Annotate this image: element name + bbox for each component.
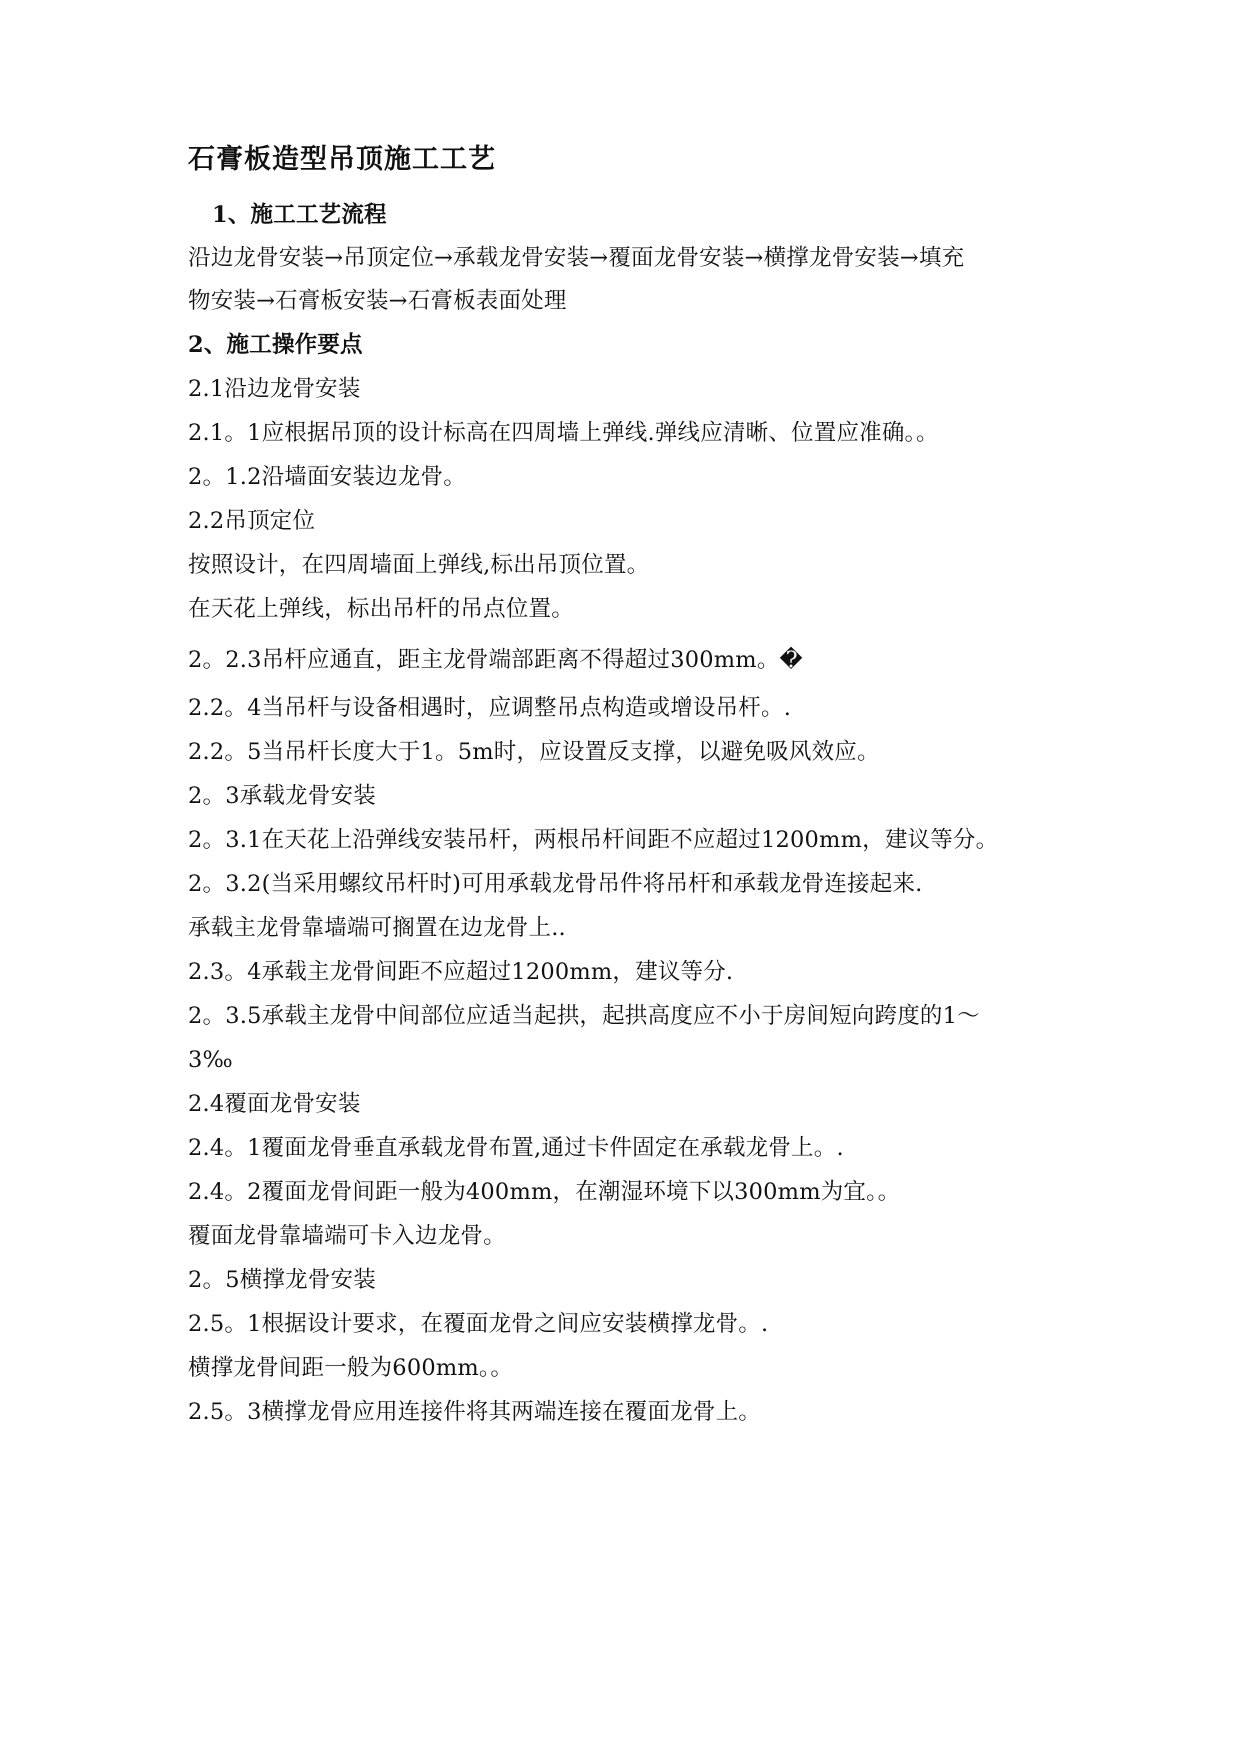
paragraph-line: 2.2。5当吊杆长度大于1。5m时，应设置反支撑，以避免吸风效应。 [188, 739, 880, 765]
paragraph-line: 沿边龙骨安装→吊顶定位→承载龙骨安装→覆面龙骨安装→横撑龙骨安装→填充 [188, 245, 965, 271]
paragraph-line: 2。2.3吊杆应通直，距主龙骨端部距离不得超过300mm。� [188, 647, 803, 673]
paragraph-line: 2。3.5承载主龙骨中间部位应适当起拱，起拱高度应不小于房间短向跨度的1～ [188, 1003, 980, 1029]
subsection-heading: 2.1沿边龙骨安装 [188, 376, 361, 402]
paragraph-line: 2.3。4承载主龙骨间距不应超过1200mm，建议等分. [188, 959, 734, 985]
paragraph-line: 2.1。1应根据吊顶的设计标高在四周墙上弹线.弹线应清晰、位置应准确。。 [188, 420, 939, 446]
paragraph-line: 物安装→石膏板安装→石膏板表面处理 [188, 288, 567, 314]
subsection-heading: 2.4覆面龙骨安装 [188, 1091, 361, 1117]
paragraph-line: 2.4。2覆面龙骨间距一般为400mm，在潮湿环境下以300mm为宜。。 [188, 1179, 901, 1205]
paragraph-line: 2.5。3横撑龙骨应用连接件将其两端连接在覆面龙骨上。 [188, 1399, 761, 1425]
paragraph-line: 3‰ [188, 1047, 233, 1073]
subsection-heading: 2.2吊顶定位 [188, 508, 316, 534]
paragraph-line: 覆面龙骨靠墙端可卡入边龙骨。 [188, 1223, 506, 1249]
paragraph-line: 2。3.1在天花上沿弹线安装吊杆，两根吊杆间距不应超过1200mm，建议等分。 [188, 827, 999, 853]
section-heading-2: 2、施工操作要点 [188, 332, 363, 358]
paragraph-line: 2.5。1根据设计要求，在覆面龙骨之间应安装横撑龙骨。. [188, 1311, 769, 1337]
subsection-heading: 2。5横撑龙骨安装 [188, 1267, 376, 1293]
paragraph-line: 2。3.2(当采用螺纹吊杆时)可用承载龙骨吊件将吊杆和承载龙骨连接起来. [188, 871, 923, 897]
section-heading-1: 1、施工工艺流程 [212, 202, 387, 228]
paragraph-line: 横撑龙骨间距一般为600mm。。 [188, 1355, 514, 1381]
paragraph-line: 按照设计，在四周墙面上弹线,标出吊顶位置。 [188, 552, 650, 578]
document-title: 石膏板造型吊顶施工工艺 [188, 144, 496, 175]
paragraph-line: 在天花上弹线，标出吊杆的吊点位置。 [188, 596, 574, 622]
paragraph-line: 2。1.2沿墙面安装边龙骨。 [188, 464, 466, 490]
paragraph-line: 承载主龙骨靠墙端可搁置在边龙骨上.. [188, 915, 566, 941]
subsection-heading: 2。3承载龙骨安装 [188, 783, 376, 809]
paragraph-line: 2.2。4当吊杆与设备相遇时，应调整吊点构造或增设吊杆。. [188, 695, 792, 721]
paragraph-line: 2.4。1覆面龙骨垂直承载龙骨布置,通过卡件固定在承载龙骨上。. [188, 1135, 844, 1161]
